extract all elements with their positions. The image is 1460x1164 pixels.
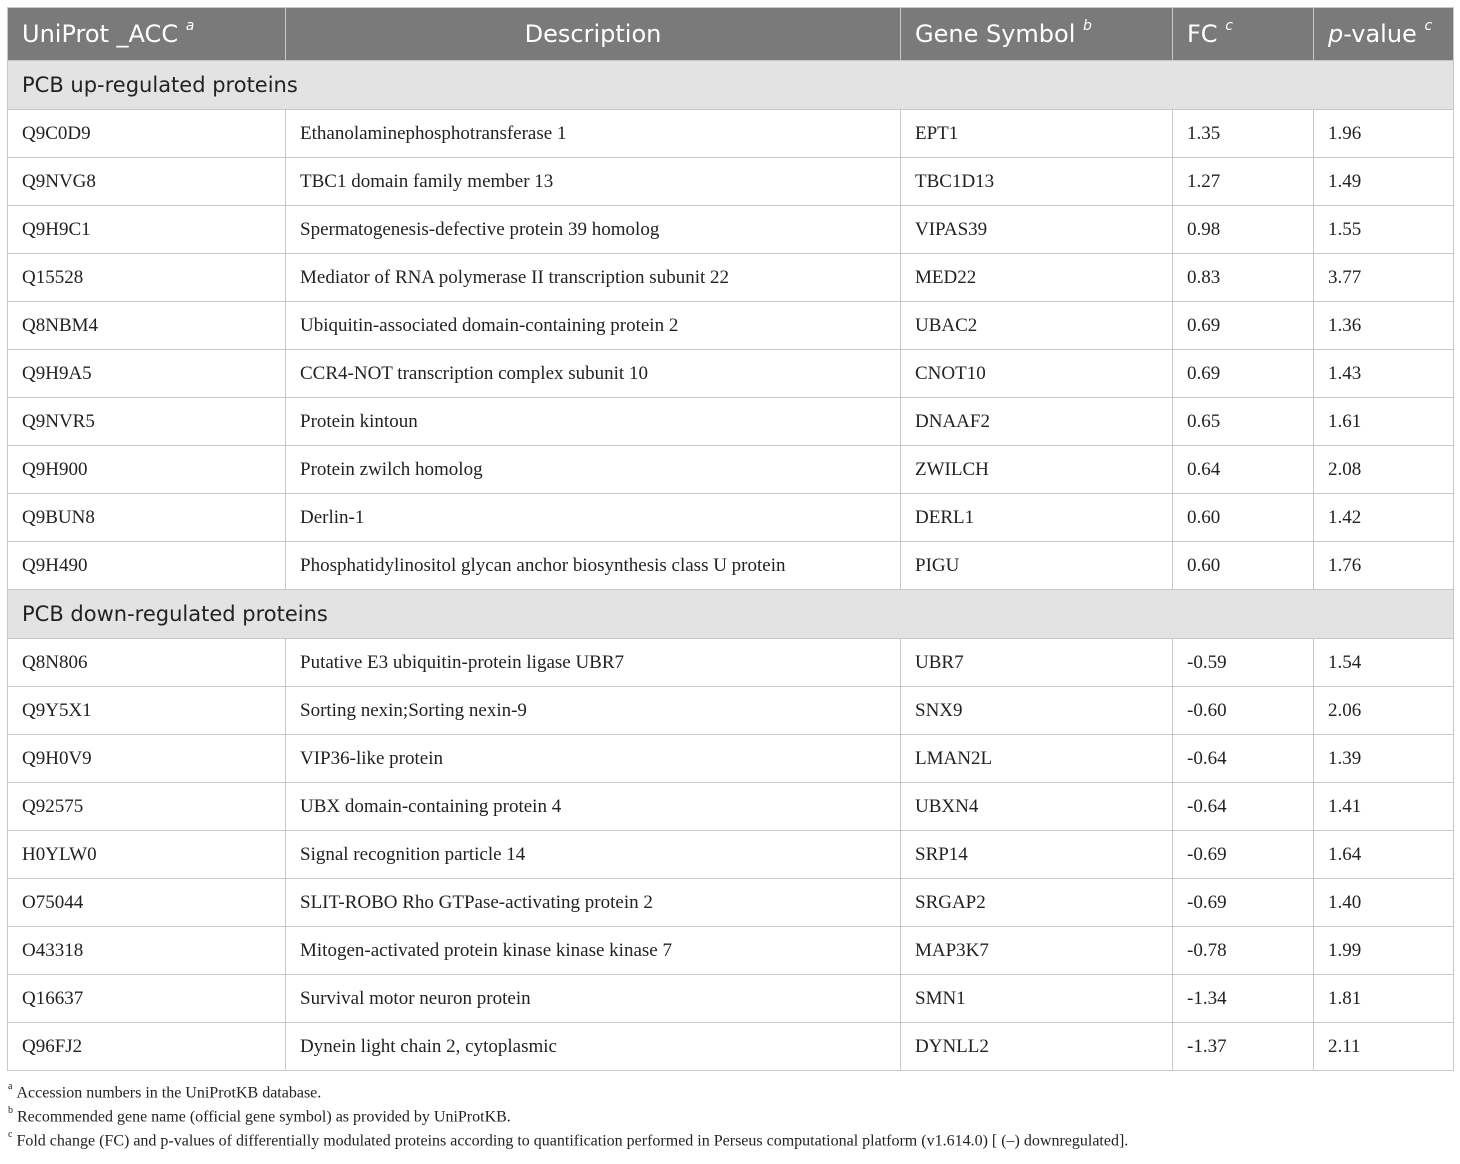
table-row <box>8 1023 1454 1071</box>
description-cell: VIP36-like protein <box>286 735 901 783</box>
gene-symbol-cell: TBC1D13 <box>901 158 1173 206</box>
description-cell: Ethanolaminephosphotransferase 1 <box>286 110 901 158</box>
accession-cell: Q9H0V9 <box>8 735 286 783</box>
accession-cell: Q9BUN8 <box>8 494 286 542</box>
description-cell: Mediator of RNA polymerase II transcription subunit 22 <box>286 254 901 302</box>
accession-cell: Q9H490 <box>8 542 286 590</box>
accession-cell: Q9H9A5 <box>8 350 286 398</box>
table-row <box>8 975 1454 1023</box>
section-header-row <box>8 590 1454 639</box>
accession-cell: Q9H900 <box>8 446 286 494</box>
header-accession: UniProt _ACC $^a$ <box>8 8 286 61</box>
fold-change-cell: 0.69 <box>1173 350 1314 398</box>
table-row <box>8 350 1454 398</box>
table-row <box>8 254 1454 302</box>
table-row <box>8 639 1454 687</box>
accession-cell: Q92575 <box>8 783 286 831</box>
p-value-cell: 1.54 <box>1314 639 1454 687</box>
accession-cell: Q8N806 <box>8 639 286 687</box>
footnote-mark: c <box>8 1129 13 1140</box>
fold-change-cell: -0.59 <box>1173 639 1314 687</box>
header-description: Description <box>286 8 901 61</box>
footnote-mark: a <box>8 1081 13 1092</box>
footnote-text: Recommended gene name (official gene symbol) as provided by UniProtKB. <box>17 1108 511 1126</box>
fold-change-cell: -1.37 <box>1173 1023 1314 1071</box>
fold-change-cell: 1.27 <box>1173 158 1314 206</box>
table-row <box>8 783 1454 831</box>
gene-symbol-cell: SRGAP2 <box>901 879 1173 927</box>
table-row <box>8 206 1454 254</box>
fold-change-cell: -0.69 <box>1173 831 1314 879</box>
p-value-cell: 1.41 <box>1314 783 1454 831</box>
accession-cell: Q9C0D9 <box>8 110 286 158</box>
table-row <box>8 879 1454 927</box>
table-row <box>8 398 1454 446</box>
fold-change-cell: 0.60 <box>1173 494 1314 542</box>
p-value-cell: 1.64 <box>1314 831 1454 879</box>
gene-symbol-cell: DYNLL2 <box>901 1023 1173 1071</box>
p-value-cell: 2.06 <box>1314 687 1454 735</box>
table-row <box>8 927 1454 975</box>
gene-symbol-cell: SNX9 <box>901 687 1173 735</box>
footnote <box>7 1125 1453 1149</box>
description-cell: TBC1 domain family member 13 <box>286 158 901 206</box>
fold-change-cell: 1.35 <box>1173 110 1314 158</box>
fold-change-cell: 0.65 <box>1173 398 1314 446</box>
p-value-cell: 2.11 <box>1314 1023 1454 1071</box>
accession-cell: O75044 <box>8 879 286 927</box>
footnote <box>7 1077 1453 1101</box>
table-header <box>8 8 1454 61</box>
fold-change-cell: -0.64 <box>1173 735 1314 783</box>
section-title: PCB up-regulated proteins <box>8 61 1454 110</box>
description-cell: Survival motor neuron protein <box>286 975 901 1023</box>
gene-symbol-cell: UBR7 <box>901 639 1173 687</box>
accession-cell: Q16637 <box>8 975 286 1023</box>
accession-cell: Q8NBM4 <box>8 302 286 350</box>
p-value-cell: 1.43 <box>1314 350 1454 398</box>
description-cell: Spermatogenesis-defective protein 39 homolog <box>286 206 901 254</box>
gene-symbol-cell: ZWILCH <box>901 446 1173 494</box>
description-cell: CCR4-NOT transcription complex subunit 10 <box>286 350 901 398</box>
gene-symbol-cell: VIPAS39 <box>901 206 1173 254</box>
accession-cell: Q9Y5X1 <box>8 687 286 735</box>
protein-table-container <box>7 7 1453 1149</box>
description-cell: Dynein light chain 2, cytoplasmic <box>286 1023 901 1071</box>
description-cell: Putative E3 ubiquitin-protein ligase UBR7 <box>286 639 901 687</box>
accession-cell: O43318 <box>8 927 286 975</box>
gene-symbol-cell: MED22 <box>901 254 1173 302</box>
description-cell: Sorting nexin;Sorting nexin-9 <box>286 687 901 735</box>
fold-change-cell: 0.83 <box>1173 254 1314 302</box>
gene-symbol-cell: UBAC2 <box>901 302 1173 350</box>
gene-symbol-cell: LMAN2L <box>901 735 1173 783</box>
accession-cell: Q9NVR5 <box>8 398 286 446</box>
p-value-cell: 1.36 <box>1314 302 1454 350</box>
footnote-mark: b <box>8 1105 13 1116</box>
fold-change-cell: 0.69 <box>1173 302 1314 350</box>
table-row <box>8 494 1454 542</box>
gene-symbol-cell: CNOT10 <box>901 350 1173 398</box>
gene-symbol-cell: SMN1 <box>901 975 1173 1023</box>
p-value-cell: 1.55 <box>1314 206 1454 254</box>
p-value-cell: 1.96 <box>1314 110 1454 158</box>
fold-change-cell: -0.60 <box>1173 687 1314 735</box>
accession-cell: Q9NVG8 <box>8 158 286 206</box>
section-header-row <box>8 61 1454 110</box>
p-value-cell: 1.42 <box>1314 494 1454 542</box>
gene-symbol-cell: SRP14 <box>901 831 1173 879</box>
description-cell: Mitogen-activated protein kinase kinase kinase 7 <box>286 927 901 975</box>
header-fold-change: FC $^c$ <box>1173 8 1314 61</box>
p-value-cell: 1.40 <box>1314 879 1454 927</box>
accession-cell: H0YLW0 <box>8 831 286 879</box>
gene-symbol-cell: DNAAF2 <box>901 398 1173 446</box>
table-row <box>8 158 1454 206</box>
gene-symbol-cell: MAP3K7 <box>901 927 1173 975</box>
description-cell: UBX domain-containing protein 4 <box>286 783 901 831</box>
accession-cell: Q96FJ2 <box>8 1023 286 1071</box>
fold-change-cell: -1.34 <box>1173 975 1314 1023</box>
p-value-cell: 1.81 <box>1314 975 1454 1023</box>
p-value-cell: 1.61 <box>1314 398 1454 446</box>
description-cell: Protein zwilch homolog <box>286 446 901 494</box>
table-row <box>8 302 1454 350</box>
fold-change-cell: -0.64 <box>1173 783 1314 831</box>
table-body <box>8 61 1454 1071</box>
gene-symbol-cell: UBXN4 <box>901 783 1173 831</box>
table-row <box>8 735 1454 783</box>
table-row <box>8 542 1454 590</box>
description-cell: Derlin-1 <box>286 494 901 542</box>
fold-change-cell: 0.98 <box>1173 206 1314 254</box>
header-row <box>8 8 1454 61</box>
accession-cell: Q15528 <box>8 254 286 302</box>
footnote-text: Fold change (FC) and p-values of differentially modulated proteins according to quantification performed in Perseus computational platform (v1.614.0) [ (–) downregulated]. <box>16 1132 1129 1150</box>
p-value-cell: 1.76 <box>1314 542 1454 590</box>
p-value-cell: 2.08 <box>1314 446 1454 494</box>
fold-change-cell: -0.78 <box>1173 927 1314 975</box>
p-value-cell: 1.49 <box>1314 158 1454 206</box>
gene-symbol-cell: PIGU <box>901 542 1173 590</box>
footnote <box>7 1101 1453 1125</box>
fold-change-cell: -0.69 <box>1173 879 1314 927</box>
description-cell: SLIT-ROBO Rho GTPase-activating protein 2 <box>286 879 901 927</box>
gene-symbol-cell: EPT1 <box>901 110 1173 158</box>
footnote-text: Accession numbers in the UniProtKB database. <box>16 1084 322 1102</box>
table-row <box>8 831 1454 879</box>
description-cell: Protein kintoun <box>286 398 901 446</box>
description-cell: Ubiquitin-associated domain-containing protein 2 <box>286 302 901 350</box>
p-value-cell: 1.99 <box>1314 927 1454 975</box>
section-title: PCB down-regulated proteins <box>8 590 1454 639</box>
accession-cell: Q9H9C1 <box>8 206 286 254</box>
footnotes <box>7 1077 1453 1149</box>
table-row <box>8 446 1454 494</box>
header-gene-symbol: Gene Symbol $^b$ <box>901 8 1173 61</box>
p-value-cell: 3.77 <box>1314 254 1454 302</box>
table-row <box>8 110 1454 158</box>
description-cell: Signal recognition particle 14 <box>286 831 901 879</box>
fold-change-cell: 0.60 <box>1173 542 1314 590</box>
protein-table <box>7 7 1454 1071</box>
fold-change-cell: 0.64 <box>1173 446 1314 494</box>
header-p-value: p-value $^c$ <box>1314 8 1454 61</box>
table-row <box>8 687 1454 735</box>
description-cell: Phosphatidylinositol glycan anchor biosynthesis class U protein <box>286 542 901 590</box>
gene-symbol-cell: DERL1 <box>901 494 1173 542</box>
p-value-cell: 1.39 <box>1314 735 1454 783</box>
